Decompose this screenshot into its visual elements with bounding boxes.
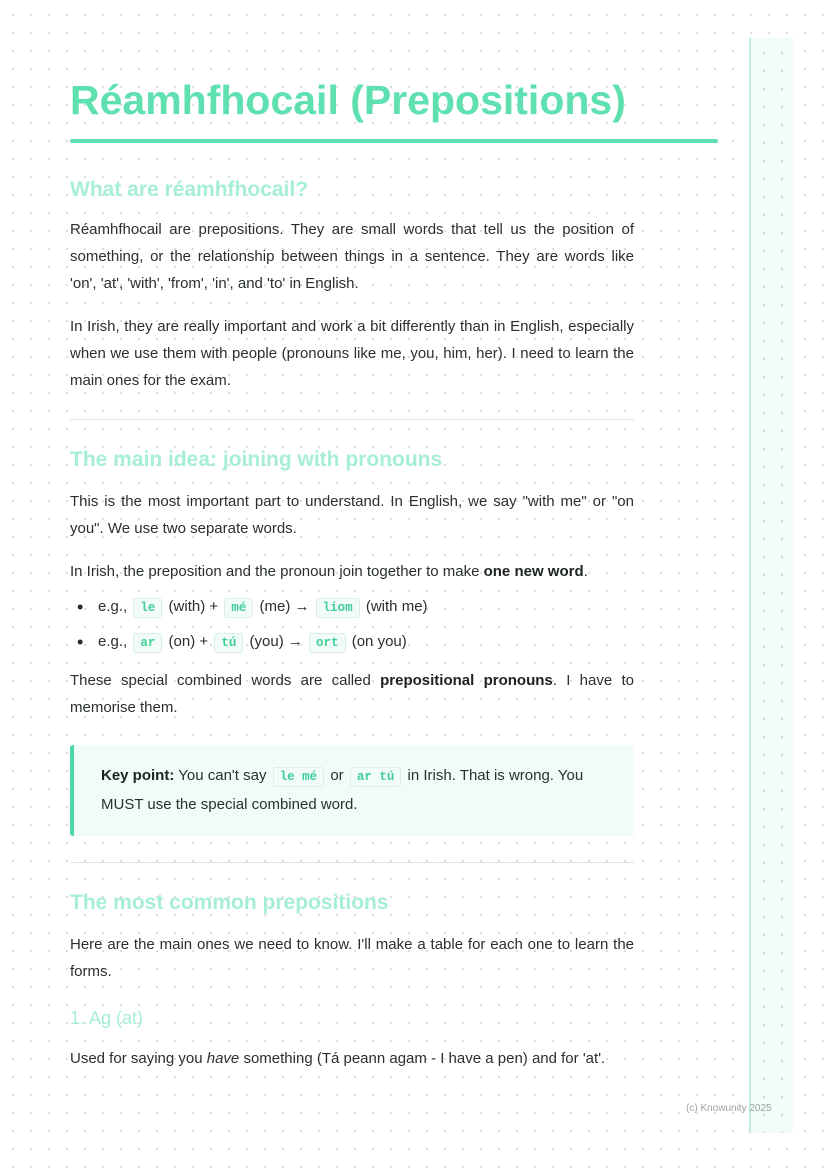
emphasis-prepositional-pronouns: prepositional pronouns (380, 672, 553, 689)
code-le: le (133, 598, 162, 618)
paragraph-ag-usage: Used for saying you have something (Tá peann agam - I have a pen) and for 'at'. (70, 1050, 606, 1067)
key-point-label: Key point: (101, 767, 175, 784)
section-heading-what-are: What are réamhfhocail? (70, 178, 309, 201)
document-page (70, 74, 718, 1072)
page-title: Réamhfhocail (Prepositions) (70, 77, 626, 123)
list-item: • e.g., ar (on) + tú (you) → ort (on you) (98, 625, 718, 660)
key-point-callout: Key point: You can't say le mé or ar tú in Irish. That is wrong. You MUST use the special combined word. (70, 745, 634, 836)
paragraph-irish-importance: In Irish, they are really important and work a bit differently than in English, especially when we use them with people (pronouns like me, you, him, her). I need to learn the main ones for the exam. (70, 318, 634, 389)
code-me: mé (224, 598, 253, 618)
code-ort: ort (309, 633, 346, 653)
section-heading-main-idea: The main idea: joining with pronouns (70, 448, 443, 471)
side-margin-strip (749, 38, 793, 1133)
code-le-me: le mé (273, 767, 325, 787)
subheading-ag: 1. Ag (at) (70, 1008, 144, 1028)
code-ar: ar (133, 633, 162, 653)
code-liom: liom (316, 598, 360, 618)
paragraph-join-together: In Irish, the preposition and the pronoun join together to make one new word. (70, 563, 588, 580)
paragraph-prepositional-pronouns: These special combined words are called prepositional pronouns. I have to memorise them. (70, 672, 635, 716)
list-item: • e.g., le (with) + mé (me) → liom (with me) (98, 590, 718, 625)
paragraph-english-comparison: This is the most important part to understand. In English, we say "with me" or "on you". We use two separate words. (70, 493, 634, 537)
section-heading-common-prepositions: The most common prepositions (70, 891, 389, 914)
example-list (70, 590, 718, 660)
code-ar-tu: ar tú (350, 767, 402, 787)
paragraph-definition: Réamhfhocail are prepositions. They are small words that tell us the position of something, or the relationship between things in a sentence. They are words like 'on', 'at', 'with', 'from', 'in', and 'to' in English. (70, 221, 634, 292)
emphasis-one-new-word: one new word (483, 563, 584, 580)
paragraph-main-ones: Here are the main ones we need to know. I'll make a table for each one to learn the forms. (70, 936, 634, 980)
copyright-footer: (c) Knowunity 2025 (686, 1103, 772, 1114)
code-tu: tú (214, 633, 243, 653)
